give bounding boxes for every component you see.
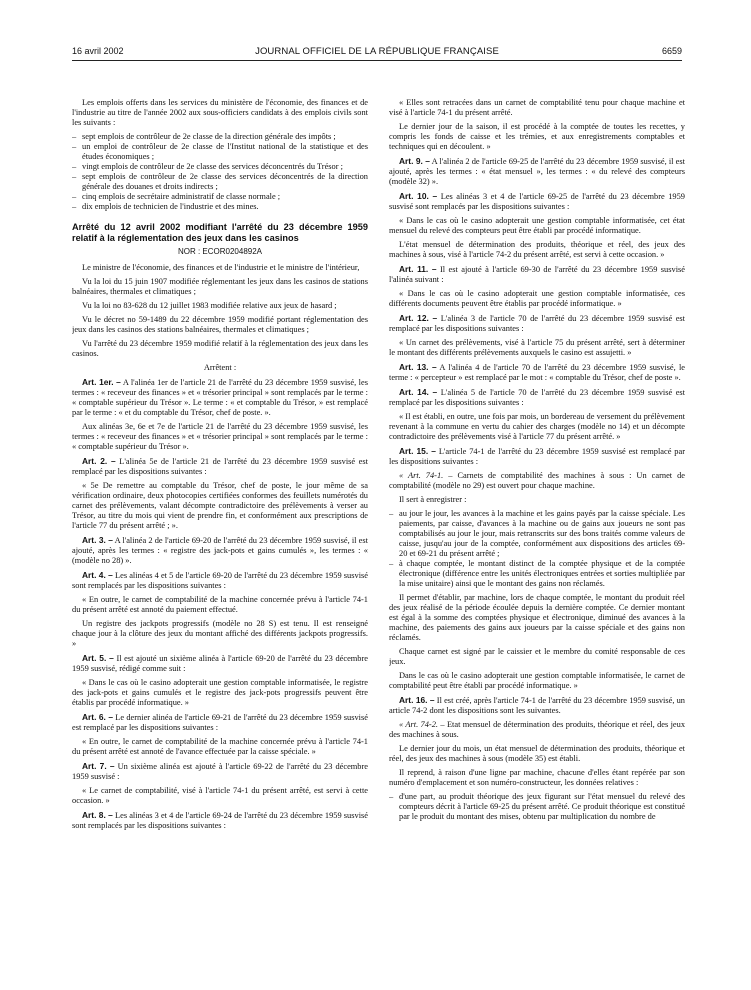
nor-reference: NOR : ECOR0204892A <box>177 247 263 256</box>
article-8 <box>72 810 368 831</box>
signe-paragraph: Chaque carnet est signé par le caissier et le membre du comité responsable de ces jeux. <box>389 647 685 666</box>
article-12-quote: « Un carnet des prélèvements, visé à l'article 75 du présent arrêté, sert à déterminer le montant des différents prélèvements auxquels le casino est assujetti. » <box>389 338 685 357</box>
article-label: Art. 16. – <box>399 695 435 705</box>
article-text: Le dernier alinéa de l'article 69-21 de l'arrêté du 23 décembre 1959 susvisé est remplacé par les dispositions suivantes : <box>72 713 368 732</box>
article-label: Art. 5. – <box>82 653 114 663</box>
list-item: – d'une part, au produit théorique des jeux figurant sur l'état mensuel du relevé des compteurs décrit à l'article 69-25 du présent arrêté. Ce produit théorique est constitué par le produit du montant des mises, obtenu par multiplication du nombre de <box>389 792 685 822</box>
list-item: – dix emplois de technicien de l'industrie et des mines. <box>72 202 368 212</box>
article-label: Art. 14. – <box>399 387 438 397</box>
article-8-quote-1: « Elles sont retracées dans un carnet de comptabilité tenu pour chaque machine et visé à l'article 74-1 du présent arrêté. <box>389 98 685 117</box>
article-text: Il est créé, après l'article 74-1 de l'arrêté du 23 décembre 1959 susvisé, un article 74-2 dont les dispositions sont les suivantes. <box>389 696 685 715</box>
list-item: – sept emplois de contrôleur de 2e classe de la direction générale des impôts ; <box>72 132 368 142</box>
article-text: A l'alinéa 2 de l'article 69-20 de l'arrêté du 23 décembre 1959 susvisé, il est ajouté, après les termes : « registre des jack-pots et gains cumulés », les termes : « (modèle no 28) ». <box>72 536 368 565</box>
article-2-quote: « 5e De remettre au comptable du Trésor, chef de poste, le jour même de sa vérification ordinaire, deux photocopies certifiées conformes des feuillets numérotés du carnet des prélèvements, valant décompte contradictoire des prélèvements à verser au Trésor, au titre du mois qui vient de prendre fin, et conformément aux prescriptions de l'article 77 du présent arrêté ; ». <box>72 481 368 530</box>
article-8-quote-2: Le dernier jour de la saison, il est procédé à la comptée de toutes les recettes, y compris les fonds de caisse et les trémies, et aux enregistrements comptables et techniques qui en découlent. » <box>389 122 685 151</box>
permet-paragraph: Il permet d'établir, par machine, lors de chaque comptée, le montant du produit réel des jeux réalisé de la période écoulée depuis la dernière comptée. Ce dernier montant est égal à la somme des comptées physique et électronique, diminué des avances à la machine, des paiements des gains aux joueurs par la caisse spéciale et des gains non réclamés. <box>389 593 685 642</box>
article-label: Art. 9. – <box>399 156 430 166</box>
article-11-quote: « Dans le cas où le casino adopterait une gestion comptable informatisée, ces différents documents peuvent être établis par procédé informatique. » <box>389 289 685 308</box>
list-item: – un emploi de contrôleur de 2e classe de l'Institut national de la statistique et des études économiques ; <box>72 142 368 162</box>
left-column <box>72 98 368 978</box>
article-text: A l'alinéa 1er de l'article 21 de l'arrêté du 23 décembre 1959 susvisé, les termes : « receveur des finances » et « trésorier principal » sont remplacés par le terme : « comptable supérieur du Trésor ». Le terme : « et comptable du Trésor, » est remplacé par le terme : « et du comptable du Trésor, chef de poste. ». <box>72 378 368 417</box>
article-label: Art. 7. – <box>82 761 115 771</box>
article-74-2-label: « Art. 74-2. <box>399 720 439 729</box>
sert-paragraph: Il sert à enregistrer : <box>399 495 467 504</box>
article-label: Art. 4. – <box>82 570 113 580</box>
article-text: Il est ajouté un sixième alinéa à l'article 69-20 de l'arrêté du 23 décembre 1959 susvisé, rédigé comme suit : <box>72 654 368 673</box>
article-text: Il est ajouté à l'article 69-30 de l'arrêté du 23 décembre 1959 susvisé l'alinéa suivant : <box>389 265 685 284</box>
list-item: – à chaque comptée, le montant distinct de la comptée physique et de la comptée électronique (différence entre les unités électroniques entrées et sorties multipliée par la mise unitaire) ainsi que le montant des gains non réclamés. <box>389 559 685 589</box>
reprend-list <box>389 792 685 822</box>
article-text: L'alinéa 3 de l'article 70 de l'arrêté du 23 décembre 1959 susvisé est remplacé par les dispositions suivantes : <box>389 314 685 333</box>
article-13 <box>389 362 685 383</box>
article-6 <box>72 712 368 733</box>
article-text: Un sixième alinéa est ajouté à l'article 69-22 de l'arrêté du 23 décembre 1959 susvisé : <box>72 762 368 781</box>
article-3 <box>72 535 368 566</box>
article-2 <box>72 456 368 477</box>
article-text: – Etat mensuel de détermination des produits, théorique et réel, des jeux des machines à sous. <box>389 720 685 739</box>
article-16 <box>389 695 685 716</box>
article-label: Art. 15. – <box>399 446 436 456</box>
header-page-number: 6659 <box>661 46 682 56</box>
article-label: Art. 6. – <box>82 712 114 722</box>
preamble-paragraph: Vu le décret no 59-1489 du 22 décembre 1959 modifié portant réglementation des jeux dans les casinos des stations balnéaires, thermales et climatiques ; <box>72 315 368 334</box>
article-11 <box>389 264 685 285</box>
article-text: Les alinéas 3 et 4 de l'article 69-24 de l'arrêté du 23 décembre 1959 susvisé sont remplacés par les dispositions suivantes : <box>72 811 368 830</box>
article-14-quote: « Il est établi, en outre, une fois par mois, un bordereau de versement du prélèvement revenant à la commune en vertu du cahier des charges (modèle no 14) et un décompte contradictoire des prélèvements visé à l'article 77 du présent arrêté. » <box>389 412 685 441</box>
article-label: Art. 11. – <box>399 264 437 274</box>
preamble-paragraph: Vu la loi no 83-628 du 12 juillet 1983 modifiée relative aux jeux de hasard ; <box>82 301 337 310</box>
article-text: L'alinéa 5 de l'article 70 de l'arrêté du 23 décembre 1959 susvisé est remplacé par les dispositions suivantes : <box>389 388 685 407</box>
list-item: – cinq emplois de secrétaire administratif de classe normale ; <box>72 192 368 202</box>
preamble-paragraph: Le ministre de l'économie, des finances et de l'industrie et le ministre de l'intérieur, <box>82 263 360 272</box>
article-1 <box>72 377 368 418</box>
article-10-quote-1: « Dans le cas où le casino adopterait une gestion comptable informatisée, cet état mensuel du relevé des compteurs peut être établi par procédé informatique. <box>389 216 685 235</box>
list-item: – sept emplois de contrôleur de 2e classe des services déconcentrés de la direction générale des douanes et droits indirects ; <box>72 172 368 192</box>
article-7-quote: « Le carnet de comptabilité, visé à l'article 74-1 du présent arrêté, est servi à cette occasion. » <box>72 786 368 805</box>
article-74-2 <box>389 720 685 740</box>
article-74-1 <box>389 471 685 491</box>
article-5-quote: « Dans le cas où le casino adopterait une gestion comptable informatisée, le registre des jack-pots et gains cumulés et le registre des jack-pots progressifs peuvent être établis par procédé informatique. » <box>72 678 368 707</box>
article-text: A l'alinéa 4 de l'article 70 de l'arrêté du 23 décembre 1959 susvisé, le terme : « percepteur » est remplacé par le mot : « comptable du Trésor, chef de poste ». <box>389 363 685 382</box>
article-4 <box>72 570 368 591</box>
list-item: – au jour le jour, les avances à la machine et les gains payés par la caisse spéciale. Les paiements, par caisse, d'avances à la machine ou de gains aux joueurs ne sont pas comptabilisés au jour le jour, mais retranscrits sur des bons traités comme valeurs de caisse, jusqu'au jour de la comptée, conformément aux dispositions des articles 69-20 et 69-21 du présent arrêté ; <box>389 509 685 559</box>
article-10-quote-2: L'état mensuel de détermination des produits, théorique et réel, des jeux des machines à sous, visé à l'article 74-2 du présent arrêté, est servi à cette occasion. » <box>389 240 685 259</box>
info-paragraph: Dans le cas où le casino adopterait une gestion comptable informatisée, le carnet de comptabilité peut être établi par procédé informatique. » <box>389 671 685 690</box>
article-7 <box>72 761 368 782</box>
dernier-paragraph: Le dernier jour du mois, un état mensuel de détermination des produits, théorique et réel, des jeux des machines à sous (modèle 35) est établi. <box>389 744 685 763</box>
right-column <box>389 98 685 978</box>
article-12 <box>389 313 685 334</box>
article-5 <box>72 653 368 674</box>
header-rule <box>72 60 682 61</box>
article-14 <box>389 387 685 408</box>
arretent-heading: Arrêtent : <box>203 363 237 372</box>
preamble-paragraph: Vu la loi du 15 juin 1907 modifiée réglementant les jeux dans les casinos de stations balnéaires, thermales et climatiques ; <box>72 277 368 296</box>
article-label: Art. 13. – <box>399 362 437 372</box>
sert-list <box>389 509 685 589</box>
article-4-quote-2: Un registre des jackpots progressifs (modèle no 28 S) est tenu. Il est renseigné chaque jour à la clôture des jeux du montant affiché des différents jackpots progressifs. » <box>72 619 368 648</box>
article-6-quote: « En outre, le carnet de comptabilité de la machine concernée prévu à l'article 74-1 du présent arrêté est annoté de l'avance effectuée par la caisse spéciale. » <box>72 737 368 756</box>
article-label: Art. 1er. – <box>82 377 121 387</box>
article-label: Art. 2. – <box>82 456 116 466</box>
article-label: Art. 10. – <box>399 191 438 201</box>
header-date: 16 avril 2002 <box>72 46 124 56</box>
article-15 <box>389 446 685 467</box>
article-10 <box>389 191 685 212</box>
article-74-1-label: « Art. 74-1. <box>399 471 444 480</box>
article-1-paragraph-2: Aux alinéas 3e, 6e et 7e de l'article 21 de l'arrêté du 23 décembre 1959 susvisé, les termes : « receveur des finances » et « trésorier principal » sont remplacés par le terme : « comptable supérieur du Trésor ». <box>72 422 368 451</box>
article-9 <box>389 156 685 187</box>
decree-title: Arrêté du 12 avril 2002 modifiant l'arrêté du 23 décembre 1959 relatif à la réglementation des jeux dans les casinos <box>72 222 368 243</box>
reprend-paragraph: Il reprend, à raison d'une ligne par machine, chacune d'elles étant repérée par son numéro d'emplacement et son numéro-constructeur, les données relatives : <box>389 768 685 787</box>
article-label: Art. 3. – <box>82 535 113 545</box>
article-text: L'alinéa 5e de l'article 21 de l'arrêté du 23 décembre 1959 susvisé est remplacé par les dispositions suivantes : <box>72 457 368 476</box>
preamble-paragraph: Vu l'arrêté du 23 décembre 1959 modifié relatif à la réglementation des jeux dans les casinos. <box>72 339 368 358</box>
article-label: Art. 8. – <box>82 810 113 820</box>
article-text: L'article 74-1 de l'arrêté du 23 décembre 1959 susvisé est remplacé par les dispositions suivantes : <box>389 447 685 466</box>
article-4-quote-1: « En outre, le carnet de comptabilité de la machine concernée prévu à l'article 74-1 du présent arrêté est annoté du paiement effectué. <box>72 595 368 614</box>
header-title: JOURNAL OFFICIEL DE LA RÉPUBLIQUE FRANÇAISE <box>255 46 499 57</box>
article-text: Les alinéas 3 et 4 de l'article 69-25 de l'arrêté du 23 décembre 1959 susvisé sont remplacés par les dispositions suivantes : <box>389 192 685 211</box>
list-item: – vingt emplois de contrôleur de 2e classe des services déconcentrés du Trésor ; <box>72 162 368 172</box>
intro-paragraph: Les emplois offerts dans les services du ministère de l'économie, des finances et de l'industrie au titre de l'année 2002 aux sous-officiers candidats à des emplois civils sont les suivants : <box>72 98 368 127</box>
page-header <box>72 46 682 60</box>
article-text: A l'alinéa 2 de l'article 69-25 de l'arrêté du 23 décembre 1959 susvisé, il est ajouté, après les termes : « état mensuel », les termes : « du relevé des compteurs (modèle 32) ». <box>389 157 685 186</box>
article-text: Les alinéas 4 et 5 de l'article 69-20 de l'arrêté du 23 décembre 1959 susvisé sont remplacés par les dispositions suivantes : <box>72 571 368 590</box>
jobs-list <box>72 132 368 212</box>
article-text: – Carnets de comptabilité des machines à sous : Un carnet de comptabilité (modèle no 29) est ouvert pour chaque machine. <box>389 471 685 490</box>
article-label: Art. 12. – <box>399 313 438 323</box>
